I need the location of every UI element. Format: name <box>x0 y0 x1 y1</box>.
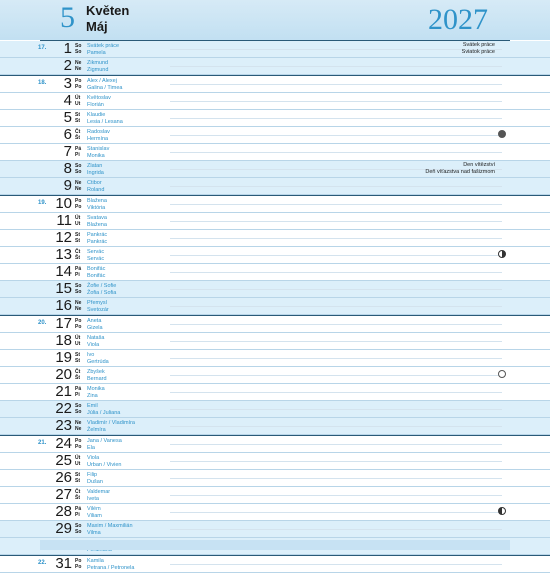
holiday-note <box>425 162 495 176</box>
day-row[interactable] <box>0 367 550 384</box>
weekday-abbr <box>75 335 80 347</box>
writing-line <box>170 495 502 496</box>
name-day-cz: Zbyšek <box>87 369 105 375</box>
writing-line <box>170 392 502 393</box>
weekday-abbr-cz: So <box>75 283 82 289</box>
name-days <box>87 78 167 91</box>
weekday-abbr-sk: St <box>75 478 80 484</box>
weekday-abbr <box>75 146 81 158</box>
name-day-sk: Žofia / Sofia <box>87 289 117 296</box>
weekday-abbr-cz: Po <box>75 318 82 324</box>
writing-line <box>170 238 502 239</box>
weekday-abbr-cz: Út <box>75 335 81 341</box>
day-number: 17 <box>55 315 72 332</box>
day-number: 25 <box>55 452 72 469</box>
weekday-abbr-cz: Čt <box>75 369 81 375</box>
name-days <box>87 420 167 433</box>
name-day-sk: Iveta <box>87 495 99 502</box>
weekday-abbr-cz: Čt <box>75 489 81 495</box>
day-row[interactable] <box>0 487 550 504</box>
writing-line <box>170 564 502 565</box>
name-day-cz: Zikmund <box>87 60 109 66</box>
name-day-cz: Maxim / Maxmilián <box>87 523 133 529</box>
name-day-sk: Júlia / Juliana <box>87 409 121 416</box>
weekday-abbr-sk: So <box>75 169 82 175</box>
name-days <box>87 180 167 193</box>
week-number: 19. <box>38 200 47 206</box>
footer-bar <box>40 540 510 550</box>
weekday-abbr-sk: St <box>75 358 80 364</box>
day-row[interactable] <box>0 213 550 230</box>
name-day-cz: Nataša <box>87 335 105 341</box>
weekday-abbr-sk: Pi <box>75 152 80 158</box>
weekday-abbr-cz: Ne <box>75 300 82 306</box>
day-number: 5 <box>63 109 72 126</box>
name-day-cz: Servác <box>87 249 105 255</box>
day-row[interactable] <box>0 93 550 110</box>
weekday-abbr-sk: Po <box>75 564 82 570</box>
weekday-abbr-sk: Ne <box>75 66 82 72</box>
name-day-sk: Želmíra <box>87 426 106 433</box>
name-day-cz: Svátek práce <box>87 43 120 49</box>
weekday-abbr-sk: Po <box>75 324 82 330</box>
name-days <box>87 43 167 56</box>
name-day-cz: Zlatan <box>87 163 103 169</box>
weekday-abbr-cz: Po <box>75 198 82 204</box>
name-day-sk: Petrana / Petronela <box>87 564 135 571</box>
week-number: 17. <box>38 45 47 51</box>
name-days <box>87 283 167 296</box>
day-row[interactable] <box>0 195 550 213</box>
weekday-abbr-sk: Št <box>75 375 80 381</box>
name-day-sk: Gertrúda <box>87 358 109 365</box>
name-days <box>87 335 167 348</box>
day-row[interactable] <box>0 41 550 58</box>
name-day-sk: Ingrida <box>87 169 104 176</box>
writing-line <box>170 204 502 205</box>
weekday-abbr-cz: Čt <box>75 249 81 255</box>
writing-line <box>170 529 502 530</box>
name-day-sk: Vilma <box>87 529 101 536</box>
weekday-abbr-sk: So <box>75 529 82 535</box>
name-days <box>87 300 167 313</box>
day-row[interactable] <box>0 384 550 401</box>
name-days <box>87 403 167 416</box>
day-row[interactable] <box>0 58 550 75</box>
name-days <box>87 455 167 468</box>
weekday-abbr-cz: Ne <box>75 180 82 186</box>
day-number: 3 <box>63 75 72 92</box>
weekday-abbr-cz: Pá <box>75 506 82 512</box>
day-number: 28 <box>55 503 72 520</box>
day-number: 15 <box>55 280 72 297</box>
month-number: 5 <box>60 1 75 34</box>
name-day-cz: Vilém <box>87 506 101 512</box>
weekday-abbr <box>75 180 81 192</box>
name-day-sk: Zina <box>87 392 98 399</box>
name-day-sk: Viktória <box>87 204 106 211</box>
year-label: 2027 <box>428 3 488 36</box>
day-number: 14 <box>55 263 72 280</box>
name-day-cz: Ctibor <box>87 180 102 186</box>
day-number: 4 <box>63 92 72 109</box>
name-day-sk: Servác <box>87 255 105 262</box>
day-number: 10 <box>55 195 72 212</box>
weekday-abbr <box>75 163 81 175</box>
name-days <box>87 558 167 571</box>
day-number: 1 <box>63 40 72 57</box>
day-number: 16 <box>55 297 72 314</box>
weekday-abbr-sk: Št <box>75 135 80 141</box>
weekday-abbr-cz: So <box>75 403 82 409</box>
day-list <box>0 41 550 573</box>
holiday-note-cz: Den vítězství <box>463 162 495 168</box>
weekday-abbr-cz: Po <box>75 78 82 84</box>
name-days <box>87 60 167 73</box>
name-days <box>87 215 167 228</box>
holiday-note-cz: Svátek práce <box>462 42 495 48</box>
weekday-abbr <box>75 300 81 312</box>
name-day-cz: Svatava <box>87 215 107 221</box>
holiday-note-sk: Sviatok práce <box>461 49 495 55</box>
name-days <box>87 523 167 536</box>
weekday-abbr-cz: So <box>75 163 82 169</box>
day-number: 18 <box>55 332 72 349</box>
name-day-sk: Galina / Timea <box>87 84 123 91</box>
name-day-sk: Ela <box>87 444 95 451</box>
name-days <box>87 506 167 519</box>
name-day-cz: Blažena <box>87 198 107 204</box>
day-number: 2 <box>63 57 72 74</box>
name-day-sk: Svetozár <box>87 306 109 313</box>
day-row[interactable] <box>0 161 550 178</box>
weekday-abbr-sk: Pi <box>75 272 80 278</box>
name-day-cz: Aneta <box>87 318 102 324</box>
writing-line <box>170 49 502 50</box>
weekday-abbr <box>75 95 80 107</box>
name-days <box>87 146 167 159</box>
weekday-abbr-cz: Ne <box>75 60 82 66</box>
day-number: 26 <box>55 469 72 486</box>
weekday-abbr-cz: Pá <box>75 146 82 152</box>
writing-line <box>170 135 502 136</box>
full-moon-icon <box>498 370 506 378</box>
day-number: 6 <box>63 126 72 143</box>
day-row[interactable] <box>0 555 550 573</box>
weekday-abbr-cz: St <box>75 232 80 238</box>
name-day-cz: Pankrác <box>87 232 108 238</box>
name-day-cz: Alex / Alexej <box>87 78 117 84</box>
weekday-abbr <box>75 523 81 535</box>
name-day-sk: Pamela <box>87 49 106 56</box>
weekday-abbr-sk: Ne <box>75 306 82 312</box>
holiday-note <box>462 42 495 56</box>
day-number: 8 <box>63 160 72 177</box>
weekday-abbr <box>75 489 80 501</box>
name-day-cz: Radoslav <box>87 129 110 135</box>
day-row[interactable] <box>0 504 550 521</box>
day-number: 22 <box>55 400 72 417</box>
writing-line <box>170 289 502 290</box>
weekday-abbr <box>75 386 81 398</box>
day-number: 29 <box>55 520 72 537</box>
day-number: 11 <box>56 212 72 229</box>
writing-line <box>170 272 502 273</box>
weekday-abbr-cz: So <box>75 43 82 49</box>
week-number: 18. <box>38 80 47 86</box>
weekday-abbr <box>75 232 80 244</box>
writing-line <box>170 152 502 153</box>
name-day-sk: Roland <box>87 186 105 193</box>
weekday-abbr <box>75 558 81 570</box>
writing-line <box>170 255 502 256</box>
name-day-cz: Valdemar <box>87 489 111 495</box>
weekday-abbr-cz: St <box>75 352 80 358</box>
weekday-abbr <box>75 78 81 90</box>
name-day-sk: Lesia / Lesana <box>87 118 123 125</box>
weekday-abbr-sk: Ut <box>75 341 81 347</box>
weekday-abbr <box>75 369 80 381</box>
weekday-abbr <box>75 249 80 261</box>
name-day-cz: Jana / Vanesa <box>87 438 122 444</box>
weekday-abbr-sk: So <box>75 49 82 55</box>
day-row[interactable] <box>0 230 550 247</box>
weekday-abbr <box>75 198 81 210</box>
weekday-abbr-sk: Po <box>75 444 82 450</box>
name-day-cz: Viola <box>87 455 100 461</box>
weekday-abbr-sk: Št <box>75 255 80 261</box>
writing-line <box>170 375 502 376</box>
name-day-cz: Klaudie <box>87 112 106 118</box>
name-day-sk: Gizela <box>87 324 103 331</box>
weekday-abbr <box>75 455 80 467</box>
day-number: 24 <box>55 435 72 452</box>
weekday-abbr <box>75 266 81 278</box>
writing-line <box>170 324 502 325</box>
day-row[interactable] <box>0 315 550 333</box>
writing-line <box>170 306 502 307</box>
name-days <box>87 95 167 108</box>
day-row[interactable] <box>0 247 550 264</box>
writing-line <box>170 358 502 359</box>
day-row[interactable] <box>0 127 550 144</box>
name-days <box>87 129 167 142</box>
name-days <box>87 198 167 211</box>
day-row[interactable] <box>0 401 550 418</box>
weekday-abbr-sk: St <box>75 118 80 124</box>
name-day-sk: Florián <box>87 101 104 108</box>
weekday-abbr <box>75 43 81 55</box>
name-day-cz: Emil <box>87 403 98 409</box>
writing-line <box>170 478 502 479</box>
weekday-abbr <box>75 60 81 72</box>
writing-line <box>170 426 502 427</box>
name-day-cz: Vladimír / Vladimíra <box>87 420 135 426</box>
name-day-cz: Stanislav <box>87 146 110 152</box>
day-number: 20 <box>55 366 72 383</box>
name-days <box>87 369 167 382</box>
name-day-sk: Bernard <box>87 375 107 382</box>
writing-line <box>170 221 502 222</box>
name-days <box>87 249 167 262</box>
weekday-abbr-sk: Ut <box>75 221 81 227</box>
day-row[interactable] <box>0 298 550 315</box>
name-day-cz: Bonifác <box>87 266 106 272</box>
day-number: 13 <box>55 246 72 263</box>
day-row[interactable] <box>0 418 550 435</box>
name-day-cz: Monika <box>87 386 105 392</box>
weekday-abbr-sk: Po <box>75 204 82 210</box>
name-days <box>87 112 167 125</box>
weekday-abbr-cz: Čt <box>75 129 81 135</box>
day-number: 23 <box>55 417 72 434</box>
writing-line <box>170 341 502 342</box>
week-number: 22. <box>38 560 47 566</box>
month-name-sk: Máj <box>86 19 108 34</box>
weekday-abbr <box>75 438 81 450</box>
weekday-abbr-sk: Št <box>75 495 80 501</box>
day-number: 12 <box>55 229 72 246</box>
name-day-cz: Květoslav <box>87 95 111 101</box>
weekday-abbr <box>75 283 81 295</box>
day-number: 21 <box>55 383 72 400</box>
week-number: 21. <box>38 440 47 446</box>
weekday-abbr <box>75 215 80 227</box>
writing-line <box>170 409 502 410</box>
name-day-sk: Monika <box>87 152 105 159</box>
weekday-abbr-cz: St <box>75 112 80 118</box>
name-days <box>87 266 167 279</box>
month-header <box>0 0 550 40</box>
weekday-abbr-cz: Po <box>75 558 82 564</box>
writing-line <box>170 84 502 85</box>
name-day-sk: Hermína <box>87 135 109 142</box>
day-row[interactable] <box>0 333 550 350</box>
day-row[interactable] <box>0 264 550 281</box>
weekday-abbr-sk: Po <box>75 84 82 90</box>
weekday-abbr-sk: So <box>75 409 82 415</box>
name-days <box>87 386 167 399</box>
day-row[interactable] <box>0 144 550 161</box>
weekday-abbr-sk: Ut <box>75 461 81 467</box>
day-row[interactable] <box>0 281 550 298</box>
day-row[interactable] <box>0 521 550 538</box>
name-days <box>87 472 167 485</box>
name-day-cz: Kamila <box>87 558 104 564</box>
weekday-abbr-cz: Út <box>75 215 81 221</box>
writing-line <box>170 461 502 462</box>
name-day-sk: Urban / Vivien <box>87 461 122 468</box>
name-day-sk: Zigmund <box>87 66 109 73</box>
writing-line <box>170 512 502 513</box>
day-row[interactable] <box>0 110 550 127</box>
weekday-abbr <box>75 318 81 330</box>
name-day-sk: Pankrác <box>87 238 108 245</box>
day-row[interactable] <box>0 350 550 367</box>
day-number: 9 <box>63 177 72 194</box>
name-day-sk: Dušan <box>87 478 103 485</box>
name-day-sk: Bonifác <box>87 272 106 279</box>
name-day-cz: Filip <box>87 472 98 478</box>
writing-line <box>170 444 502 445</box>
weekday-abbr-sk: So <box>75 289 82 295</box>
day-row[interactable] <box>0 178 550 195</box>
weekday-abbr <box>75 420 81 432</box>
weekday-abbr-cz: Ne <box>75 420 82 426</box>
first-quarter-moon-icon <box>498 250 506 258</box>
writing-line <box>170 118 502 119</box>
day-number: 19 <box>55 349 72 366</box>
month-name-cz: Květen <box>86 3 130 18</box>
weekday-abbr-cz: Pá <box>75 386 82 392</box>
day-row[interactable] <box>0 435 550 453</box>
writing-line <box>170 101 502 102</box>
name-day-cz: Žofie / Sofie <box>87 283 117 289</box>
name-days <box>87 352 167 365</box>
weekday-abbr <box>75 506 81 518</box>
writing-line <box>170 186 502 187</box>
writing-line <box>170 66 502 67</box>
weekday-abbr-cz: Út <box>75 455 81 461</box>
weekday-abbr-sk: Ut <box>75 101 81 107</box>
day-number: 31 <box>55 555 72 572</box>
name-day-cz: Přemysl <box>87 300 107 306</box>
name-days <box>87 438 167 451</box>
day-number: 7 <box>63 143 72 160</box>
day-row[interactable] <box>0 75 550 93</box>
weekday-abbr <box>75 403 81 415</box>
name-day-cz: Ivo <box>87 352 95 358</box>
weekday-abbr-cz: Pá <box>75 266 82 272</box>
day-number: 27 <box>55 486 72 503</box>
name-day-sk: Viola <box>87 341 100 348</box>
name-days <box>87 163 167 176</box>
weekday-abbr-cz: Po <box>75 438 82 444</box>
holiday-note-sk: Deň víťazstva nad fašizmom <box>425 169 495 175</box>
day-row[interactable] <box>0 470 550 487</box>
weekday-abbr-sk: Ne <box>75 426 82 432</box>
weekday-abbr <box>75 129 80 141</box>
name-days <box>87 318 167 331</box>
name-day-sk: Viliam <box>87 512 102 519</box>
day-row[interactable] <box>0 453 550 470</box>
weekday-abbr <box>75 352 80 364</box>
weekday-abbr-sk: Pi <box>75 512 80 518</box>
new-moon-icon <box>498 130 506 138</box>
weekday-abbr-cz: Út <box>75 95 81 101</box>
week-number: 20. <box>38 320 47 326</box>
weekday-abbr-sk: St <box>75 238 80 244</box>
name-days <box>87 232 167 245</box>
weekday-abbr-cz: St <box>75 472 80 478</box>
weekday-abbr <box>75 112 80 124</box>
weekday-abbr-sk: Ne <box>75 186 82 192</box>
name-day-sk: Blažena <box>87 221 107 228</box>
name-days <box>87 489 167 502</box>
last-quarter-moon-icon <box>498 507 506 515</box>
weekday-abbr-cz: So <box>75 523 82 529</box>
weekday-abbr-sk: Pi <box>75 392 80 398</box>
weekday-abbr <box>75 472 80 484</box>
